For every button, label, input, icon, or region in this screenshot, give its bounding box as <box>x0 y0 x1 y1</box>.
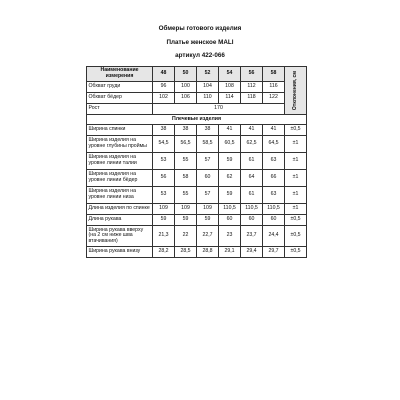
size-header: 56 <box>241 67 263 82</box>
table-cell: 102 <box>153 93 175 104</box>
size-header: 58 <box>263 67 285 82</box>
tolerance-cell: ±0,5 <box>285 226 307 247</box>
table-cell: 63 <box>263 187 285 204</box>
table-cell: 60 <box>197 170 219 187</box>
table-cell: 114 <box>219 93 241 104</box>
table-cell: 109 <box>175 204 197 215</box>
tolerance-header-cell <box>285 67 307 115</box>
table-cell: 29,7 <box>263 247 285 258</box>
row-label: Ширина изделия на уровне линии талии <box>87 153 153 170</box>
row-label: Ширина рукава внизу <box>87 247 153 258</box>
table-cell: 38 <box>197 125 219 136</box>
table-cell: 59 <box>175 215 197 226</box>
header-label: Наименование измерения <box>87 67 153 82</box>
table-cell: 38 <box>153 125 175 136</box>
table-cell: 55 <box>175 153 197 170</box>
table-cell: 57 <box>197 187 219 204</box>
table-cell: 109 <box>153 204 175 215</box>
row-label: Длина изделия по спинке <box>87 204 153 215</box>
table-cell: 53 <box>153 187 175 204</box>
tolerance-cell: ±1 <box>285 204 307 215</box>
table-row <box>87 215 307 226</box>
table-row <box>87 153 307 170</box>
size-header: 48 <box>153 67 175 82</box>
table-cell: 104 <box>197 82 219 93</box>
height-value: 170 <box>153 104 285 115</box>
table-cell: 41 <box>219 125 241 136</box>
table-cell: 106 <box>175 93 197 104</box>
row-label: Ширина изделия на уровне линии бёдер <box>87 170 153 187</box>
table-cell: 28,8 <box>197 247 219 258</box>
table-cell: 60 <box>263 215 285 226</box>
table-cell: 41 <box>241 125 263 136</box>
row-label: Ширина рукава вверху (на 2 см ниже шва втачивания) <box>87 226 153 247</box>
table-cell: 53 <box>153 153 175 170</box>
table-cell: 100 <box>175 82 197 93</box>
table-cell: 22 <box>175 226 197 247</box>
table-cell: 60 <box>219 215 241 226</box>
table-cell: 21,3 <box>153 226 175 247</box>
table-cell: 55 <box>175 187 197 204</box>
title-line-2: Платье женское MALI <box>166 38 234 46</box>
row-label: Длина рукава <box>87 215 153 226</box>
table-row <box>87 125 307 136</box>
table-row <box>87 247 307 258</box>
measurements-table <box>86 66 307 258</box>
tolerance-cell: ±1 <box>285 136 307 153</box>
table-cell: 38 <box>175 125 197 136</box>
tolerance-cell: ±0,5 <box>285 247 307 258</box>
table-cell: 62,5 <box>241 136 263 153</box>
table-cell: 62 <box>219 170 241 187</box>
table-row <box>87 82 307 93</box>
table-cell: 60 <box>241 215 263 226</box>
table-cell: 58 <box>175 170 197 187</box>
title-line-1: Обмеры готового изделия <box>158 25 242 32</box>
table-cell: 109 <box>197 204 219 215</box>
table-row <box>87 226 307 247</box>
tolerance-cell: ±1 <box>285 187 307 204</box>
row-label: Ширина спинки <box>87 125 153 136</box>
table-cell: 56 <box>153 170 175 187</box>
table-cell: 118 <box>241 93 263 104</box>
tolerance-cell: ±0,5 <box>285 125 307 136</box>
table-cell: 108 <box>219 82 241 93</box>
table-cell: 110 <box>197 93 219 104</box>
table-cell: 59 <box>153 215 175 226</box>
table-cell: 110,5 <box>241 204 263 215</box>
row-label: Обхват груди <box>87 82 153 93</box>
tolerance-cell: ±0,5 <box>285 215 307 226</box>
header-row <box>87 67 307 82</box>
table-cell: 22,7 <box>197 226 219 247</box>
tolerance-header: Отклонения, см <box>291 70 298 111</box>
table-row <box>87 204 307 215</box>
tolerance-cell: ±1 <box>285 153 307 170</box>
table-cell: 41 <box>263 125 285 136</box>
row-label: Обхват бёдер <box>87 93 153 104</box>
row-label: Ширина изделия на уровне глубины проймы <box>87 136 153 153</box>
table-cell: 23 <box>219 226 241 247</box>
table-cell: 58,5 <box>197 136 219 153</box>
table-row <box>87 93 307 104</box>
table-row <box>87 136 307 153</box>
document-titles <box>0 22 400 63</box>
table-cell: 56,5 <box>175 136 197 153</box>
size-header: 52 <box>197 67 219 82</box>
table-cell: 122 <box>263 93 285 104</box>
measurements-sheet <box>86 66 307 258</box>
table-cell: 64 <box>241 170 263 187</box>
table-cell: 29,4 <box>241 247 263 258</box>
table-cell: 28,2 <box>153 247 175 258</box>
tolerance-cell: ±1 <box>285 170 307 187</box>
table-cell: 54,5 <box>153 136 175 153</box>
table-cell: 23,7 <box>241 226 263 247</box>
size-header: 54 <box>219 67 241 82</box>
table-cell: 110,5 <box>263 204 285 215</box>
table-cell: 96 <box>153 82 175 93</box>
table-cell: 116 <box>263 82 285 93</box>
table-cell: 61 <box>241 187 263 204</box>
section-row <box>87 115 307 125</box>
table-row <box>87 170 307 187</box>
table-row <box>87 187 307 204</box>
table-cell: 57 <box>197 153 219 170</box>
table-cell: 110,5 <box>219 204 241 215</box>
title-line-3: артикул 422-066 <box>175 52 225 59</box>
size-header: 50 <box>175 67 197 82</box>
table-cell: 64,5 <box>263 136 285 153</box>
table-cell: 60,5 <box>219 136 241 153</box>
table-cell: 59 <box>219 153 241 170</box>
row-label: Ширина изделия на уровне линии низа <box>87 187 153 204</box>
table-cell: 24,4 <box>263 226 285 247</box>
table-cell: 63 <box>263 153 285 170</box>
table-cell: 112 <box>241 82 263 93</box>
table-cell: 28,5 <box>175 247 197 258</box>
row-label: Рост <box>87 104 153 115</box>
section-label: Плечевые изделия <box>87 115 307 125</box>
table-cell: 59 <box>197 215 219 226</box>
table-cell: 59 <box>219 187 241 204</box>
table-cell: 66 <box>263 170 285 187</box>
height-row <box>87 104 307 115</box>
table-cell: 29,1 <box>219 247 241 258</box>
table-cell: 61 <box>241 153 263 170</box>
